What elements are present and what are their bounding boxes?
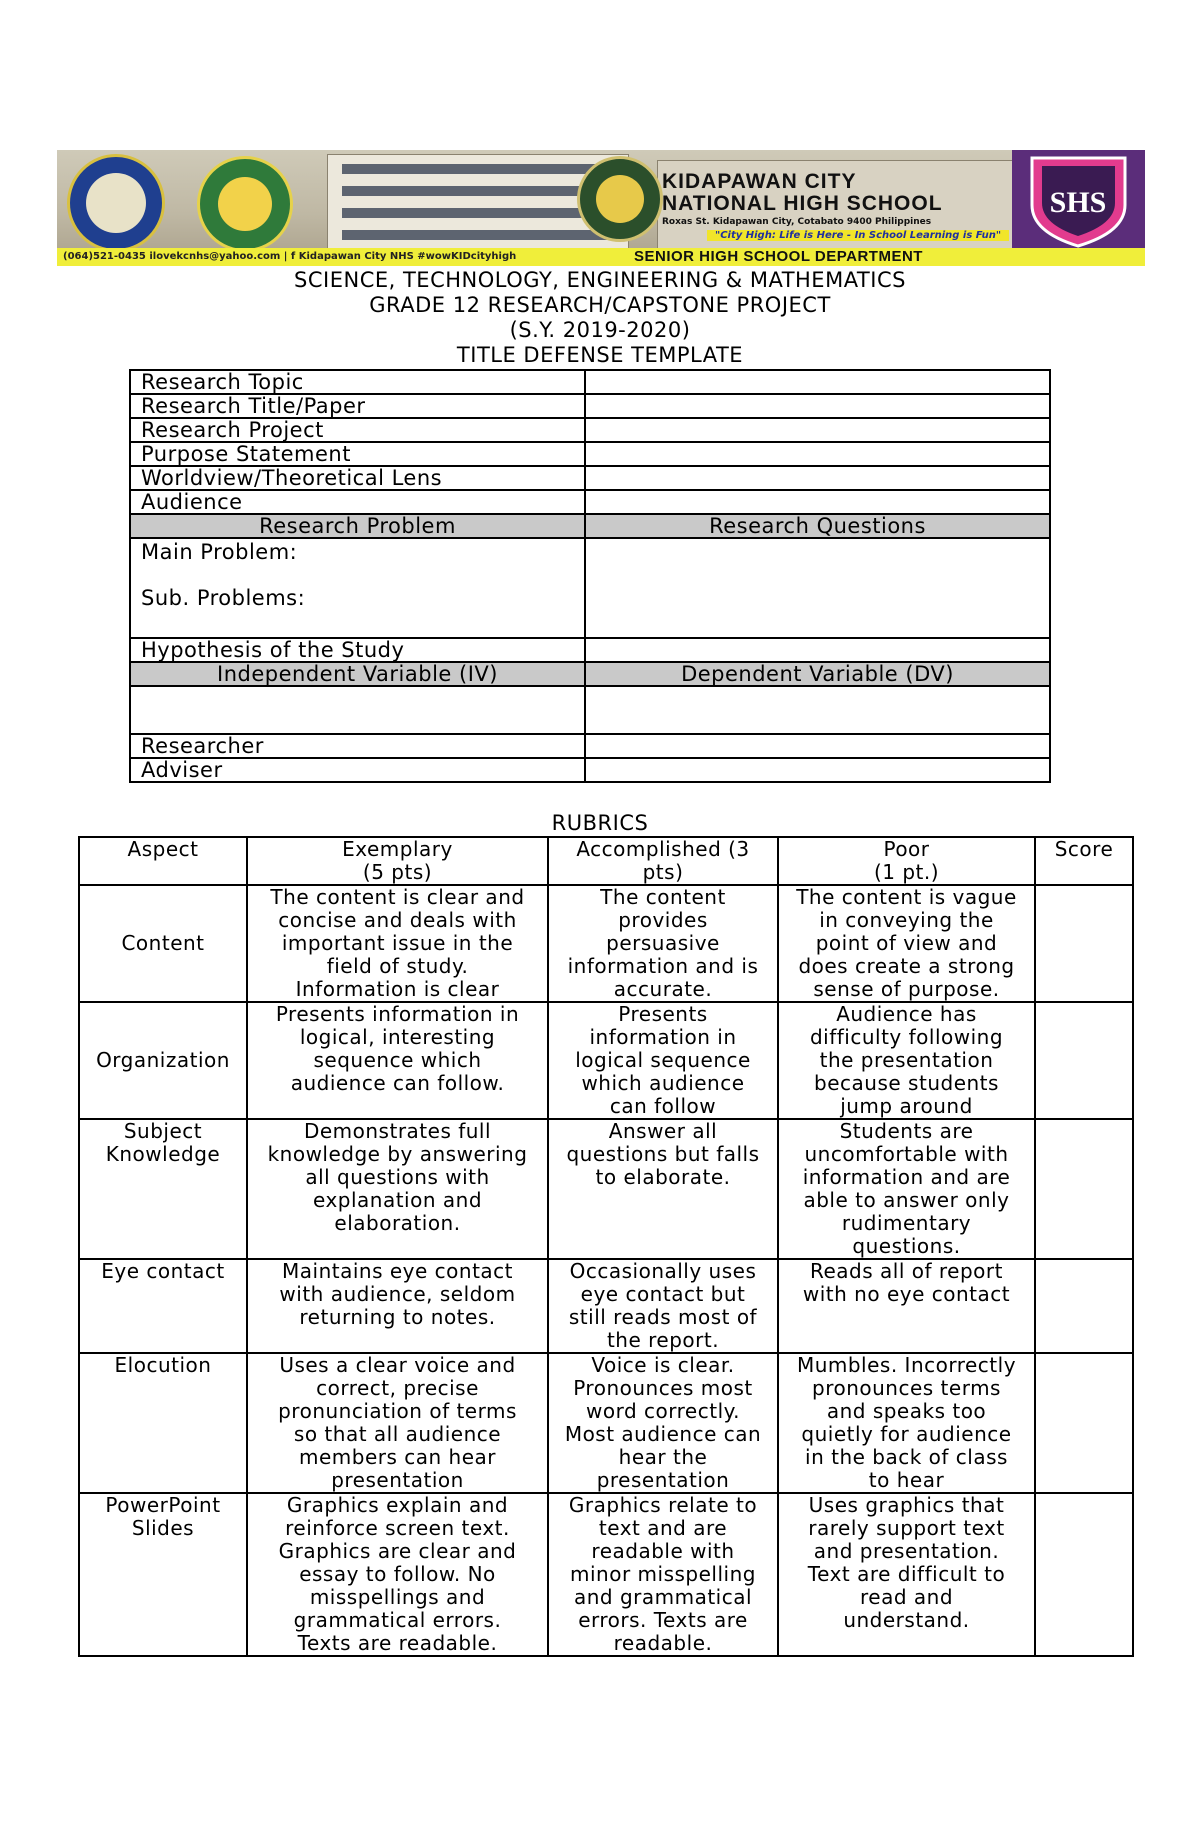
rubric-exemplary-text: Maintains eye contact <box>282 1259 513 1283</box>
field-label: Hypothesis of the Study <box>130 638 585 662</box>
iv-cell[interactable] <box>130 686 585 734</box>
rubrics-body <box>79 885 1133 1656</box>
rubric-exemplary-text: important issue in the <box>281 931 514 955</box>
rubric-poor-text: Students are <box>839 1119 974 1143</box>
dv-header: Dependent Variable (DV) <box>585 662 1050 686</box>
table-row <box>130 490 1050 514</box>
main-problem-label: Main Problem: <box>141 540 298 564</box>
rubric-aspect-cell <box>79 1353 247 1493</box>
rubric-accomplished-text: Answer all <box>608 1119 718 1143</box>
rubric-poor-text: jump around <box>840 1094 973 1118</box>
rubric-exemplary-text: knowledge by answering <box>267 1142 528 1166</box>
field-value[interactable] <box>585 418 1050 442</box>
sub-problems-label: Sub. Problems: <box>141 586 306 610</box>
exemplary-header: Exemplary (5 pts) <box>247 837 548 885</box>
rubric-aspect-cell <box>79 885 247 1002</box>
rubric-poor-text: Mumbles. Incorrectly <box>796 1353 1017 1377</box>
rubric-poor-cell <box>778 1353 1035 1493</box>
table-row <box>130 514 1050 538</box>
rubric-poor-text: pronounces terms <box>812 1376 1001 1400</box>
rubric-accomplished-text: text and are <box>598 1516 728 1540</box>
building-window-row <box>342 164 612 174</box>
rubric-accomplished-cell <box>548 1353 778 1493</box>
rubric-aspect-cell <box>79 1119 247 1259</box>
field-value[interactable] <box>585 758 1050 782</box>
rubric-poor-text: difficulty following <box>809 1025 1004 1049</box>
rubric-accomplished-cell <box>548 1259 778 1353</box>
rubric-accomplished-text: readable with <box>591 1539 735 1563</box>
rubric-accomplished-text: minor misspelling <box>570 1562 756 1586</box>
research-questions-header: Research Questions <box>585 514 1050 538</box>
rubric-exemplary-text: members can hear <box>298 1445 496 1469</box>
rubric-exemplary-text: Texts are readable. <box>297 1631 498 1655</box>
rubric-accomplished-text: and grammatical <box>573 1585 753 1609</box>
rubric-poor-text: information and are <box>802 1165 1011 1189</box>
rubric-exemplary-cell <box>247 1002 548 1119</box>
rubric-exemplary-text: concise and deals with <box>278 908 517 932</box>
iv-header: Independent Variable (IV) <box>130 662 585 686</box>
rubric-poor-text: uncomfortable with <box>804 1142 1009 1166</box>
questions-cell[interactable] <box>585 538 1050 638</box>
rubric-accomplished-cell <box>548 1493 778 1656</box>
rubric-aspect-text: Knowledge <box>105 1142 221 1166</box>
rubric-poor-text: and speaks too <box>826 1399 987 1423</box>
field-label: Researcher <box>130 734 585 758</box>
rubric-aspect-cell <box>79 1259 247 1353</box>
rubric-row <box>79 1353 1133 1493</box>
research-problem-header: Research Problem <box>130 514 585 538</box>
rubric-exemplary-text: all questions with <box>305 1165 490 1189</box>
rubric-poor-text: in conveying the <box>819 908 994 932</box>
rubric-exemplary-cell <box>247 1353 548 1493</box>
rubrics-table <box>78 836 1134 1657</box>
rubric-accomplished-text: errors. Texts are <box>578 1608 748 1632</box>
field-label: Purpose Statement <box>130 442 585 466</box>
rubric-poor-text: The content is vague <box>796 885 1017 909</box>
rubric-poor-text: quietly for audience <box>801 1422 1012 1446</box>
poor-header: Poor (1 pt.) <box>778 837 1035 885</box>
rubric-exemplary-text: Uses a clear voice and <box>279 1353 516 1377</box>
rubric-accomplished-text: Presents <box>618 1002 708 1026</box>
rubric-poor-text: questions. <box>852 1234 961 1258</box>
table-row <box>130 466 1050 490</box>
rubric-exemplary-text: Graphics explain and <box>286 1493 509 1517</box>
rubric-accomplished-text: to elaborate. <box>595 1165 731 1189</box>
field-label: Audience <box>130 490 585 514</box>
table-row <box>130 418 1050 442</box>
rubric-poor-text: rudimentary <box>841 1211 972 1235</box>
rubric-poor-cell <box>778 1259 1035 1353</box>
rubric-accomplished-text: word correctly. <box>586 1399 740 1423</box>
heading-template-title: TITLE DEFENSE TEMPLATE <box>456 343 744 367</box>
building-window-row <box>342 208 612 218</box>
rubric-score-cell[interactable] <box>1035 1259 1133 1353</box>
table-row <box>130 758 1050 782</box>
rubric-poor-text: in the back of class <box>805 1445 1008 1469</box>
rubric-accomplished-text: accurate. <box>613 977 713 1001</box>
shs-shield-icon <box>1012 150 1145 248</box>
field-value[interactable] <box>585 490 1050 514</box>
rubric-score-cell[interactable] <box>1035 1002 1133 1119</box>
field-label: Research Title/Paper <box>130 394 585 418</box>
rubric-accomplished-text: Voice is clear. <box>591 1353 735 1377</box>
rubric-exemplary-text: Demonstrates full <box>303 1119 492 1143</box>
rubric-accomplished-text: still reads most of <box>568 1305 758 1329</box>
rubric-accomplished-text: can follow <box>609 1094 717 1118</box>
rubric-score-cell[interactable] <box>1035 885 1133 1002</box>
rubric-accomplished-text: Pronounces most <box>573 1376 753 1400</box>
rubric-exemplary-text: The content is clear and <box>270 885 525 909</box>
rubric-row <box>79 1119 1133 1259</box>
school-address: Roxas St. Kidapawan City, Cotabato 9400 Philippines <box>662 217 932 227</box>
rubric-exemplary-cell <box>247 1259 548 1353</box>
heading-school-year: (S.Y. 2019-2020) <box>509 318 691 342</box>
rubric-poor-text: the presentation <box>819 1048 994 1072</box>
building-window-row <box>342 186 612 196</box>
rubric-poor-text: does create a strong <box>798 954 1015 978</box>
heading-strand: SCIENCE, TECHNOLOGY, ENGINEERING & MATHEMATICS <box>294 268 906 292</box>
rubric-aspect-cell <box>79 1493 247 1656</box>
aspect-header: Aspect <box>79 837 247 885</box>
rubric-row <box>79 885 1133 1002</box>
rubric-accomplished-text: which audience <box>581 1071 745 1095</box>
field-value[interactable] <box>585 638 1050 662</box>
rubric-poor-cell <box>778 1493 1035 1656</box>
rubric-poor-cell <box>778 1002 1035 1119</box>
rubric-exemplary-text: grammatical errors. <box>293 1608 502 1632</box>
score-header: Score <box>1035 837 1133 885</box>
school-slogan: "City High: Life is Here - In School Learning is Fun" <box>707 230 1009 241</box>
rubric-poor-text: Audience has <box>836 1002 977 1026</box>
rubric-poor-cell <box>778 885 1035 1002</box>
rubric-poor-text: sense of purpose. <box>813 977 1000 1001</box>
rubric-aspect-cell <box>79 1002 247 1119</box>
rubric-accomplished-cell <box>548 1119 778 1259</box>
table-row <box>130 394 1050 418</box>
rubric-exemplary-text: Presents information in <box>275 1002 520 1026</box>
rubric-accomplished-text: provides <box>618 908 708 932</box>
rubric-row <box>79 1002 1133 1119</box>
rubrics-header-row <box>79 837 1133 885</box>
rubric-aspect-text: Elocution <box>114 1353 212 1377</box>
banner-contact-info: (064)521-0435 ilovekcnhs@yahoo.com | f Kidapawan City NHS #wowKIDcityhigh <box>63 251 517 262</box>
rubric-accomplished-cell <box>548 1002 778 1119</box>
rubric-aspect-text: PowerPoint <box>105 1493 221 1517</box>
rubric-aspect-text: Subject <box>123 1119 203 1143</box>
problem-cell[interactable] <box>130 538 585 638</box>
rubric-exemplary-text: pronunciation of terms <box>278 1399 517 1423</box>
rubric-accomplished-text: the report. <box>606 1328 720 1352</box>
rubric-aspect-text: Eye contact <box>101 1259 225 1283</box>
rubric-exemplary-text: reinforce screen text. <box>285 1516 510 1540</box>
rubric-exemplary-cell <box>247 1493 548 1656</box>
rubric-accomplished-text: Most audience can <box>564 1422 762 1446</box>
table-row <box>130 638 1050 662</box>
rubric-poor-text: able to answer only <box>803 1188 1010 1212</box>
rubric-accomplished-text: presentation <box>596 1468 730 1492</box>
table-row <box>130 686 1050 734</box>
accomplished-header: Accomplished (3 pts) <box>548 837 778 885</box>
rubric-exemplary-text: presentation <box>331 1468 464 1492</box>
field-label: Worldview/Theoretical Lens <box>130 466 585 490</box>
school-name-line1: KIDAPAWAN CITY <box>662 170 857 193</box>
table-row <box>130 538 1050 638</box>
rubric-poor-text: with no eye contact <box>802 1282 1011 1306</box>
rubric-poor-text: rarely support text <box>808 1516 1005 1540</box>
rubric-aspect-text: Content <box>121 931 205 955</box>
heading-project: GRADE 12 RESEARCH/CAPSTONE PROJECT <box>369 293 831 317</box>
division-seal-icon <box>197 156 293 252</box>
rubric-accomplished-text: logical sequence <box>575 1048 751 1072</box>
field-label: Research Topic <box>130 370 585 394</box>
rubric-exemplary-cell <box>247 885 548 1002</box>
rubric-aspect-text: Organization <box>96 1048 230 1072</box>
table-row <box>130 442 1050 466</box>
field-value[interactable] <box>585 442 1050 466</box>
field-label: Adviser <box>130 758 585 782</box>
field-value[interactable] <box>585 394 1050 418</box>
rubric-poor-text: Uses graphics that <box>808 1493 1005 1517</box>
rubric-poor-text: because students <box>814 1071 999 1095</box>
rubric-accomplished-text: information and is <box>567 954 759 978</box>
rubric-poor-text: point of view and <box>815 931 998 955</box>
rubric-aspect-text: Slides <box>131 1516 195 1540</box>
rubric-exemplary-text: returning to notes. <box>299 1305 496 1329</box>
rubric-exemplary-text: Graphics are clear and <box>278 1539 517 1563</box>
rubric-exemplary-text: essay to follow. No <box>299 1562 496 1586</box>
rubric-accomplished-text: readable. <box>613 1631 713 1655</box>
rubric-exemplary-text: explanation and <box>312 1188 483 1212</box>
deped-seal-icon <box>67 154 165 252</box>
school-banner <box>57 150 1145 266</box>
rubric-poor-cell <box>778 1119 1035 1259</box>
rubric-accomplished-text: questions but falls <box>566 1142 760 1166</box>
rubric-exemplary-text: audience can follow. <box>290 1071 505 1095</box>
dv-cell[interactable] <box>585 686 1050 734</box>
school-name-line2: NATIONAL HIGH SCHOOL <box>662 192 943 215</box>
rubric-poor-text: Text are difficult to <box>807 1562 1006 1586</box>
rubric-accomplished-text: Graphics relate to <box>568 1493 758 1517</box>
rubric-poor-text: Reads all of report <box>810 1259 1003 1283</box>
field-value[interactable] <box>585 734 1050 758</box>
rubric-poor-text: understand. <box>843 1608 970 1632</box>
rubric-poor-text: read and <box>859 1585 954 1609</box>
table-row <box>130 370 1050 394</box>
table-row <box>130 662 1050 686</box>
rubric-accomplished-text: Occasionally uses <box>569 1259 757 1283</box>
rubric-accomplished-cell <box>548 885 778 1002</box>
rubric-exemplary-text: field of study. <box>326 954 469 978</box>
department-name: SENIOR HIGH SCHOOL DEPARTMENT <box>634 248 923 265</box>
field-value[interactable] <box>585 370 1050 394</box>
rubric-accomplished-text: The content <box>600 885 726 909</box>
rubric-poor-text: and presentation. <box>813 1539 1000 1563</box>
rubric-exemplary-cell <box>247 1119 548 1259</box>
rubric-score-cell[interactable] <box>1035 1353 1133 1493</box>
table-row <box>130 734 1050 758</box>
shs-logo-text: SHS <box>1049 186 1107 219</box>
rubric-score-cell[interactable] <box>1035 1119 1133 1259</box>
rubric-accomplished-text: hear the <box>618 1445 708 1469</box>
field-value[interactable] <box>585 466 1050 490</box>
rubric-row <box>79 1259 1133 1353</box>
rubric-accomplished-text: persuasive <box>606 931 720 955</box>
rubric-exemplary-text: elaboration. <box>334 1211 461 1235</box>
rubric-poor-text: to hear <box>868 1468 945 1492</box>
rubric-row <box>79 1493 1133 1656</box>
rubric-exemplary-text: misspellings and <box>309 1585 486 1609</box>
school-seal-icon <box>577 156 663 242</box>
rubric-exemplary-text: with audience, seldom <box>279 1282 516 1306</box>
building-window-row <box>342 230 612 240</box>
rubric-accomplished-text: eye contact but <box>580 1282 746 1306</box>
field-label: Research Project <box>130 418 585 442</box>
rubrics-title: RUBRICS <box>551 811 649 835</box>
title-defense-table <box>129 369 1051 783</box>
rubric-exemplary-text: so that all audience <box>293 1422 502 1446</box>
rubric-exemplary-text: logical, interesting <box>299 1025 496 1049</box>
rubric-exemplary-text: correct, precise <box>316 1376 479 1400</box>
rubric-exemplary-text: Information is clear <box>295 977 500 1001</box>
rubric-score-cell[interactable] <box>1035 1493 1133 1656</box>
rubric-accomplished-text: information in <box>589 1025 737 1049</box>
rubric-exemplary-text: sequence which <box>313 1048 482 1072</box>
